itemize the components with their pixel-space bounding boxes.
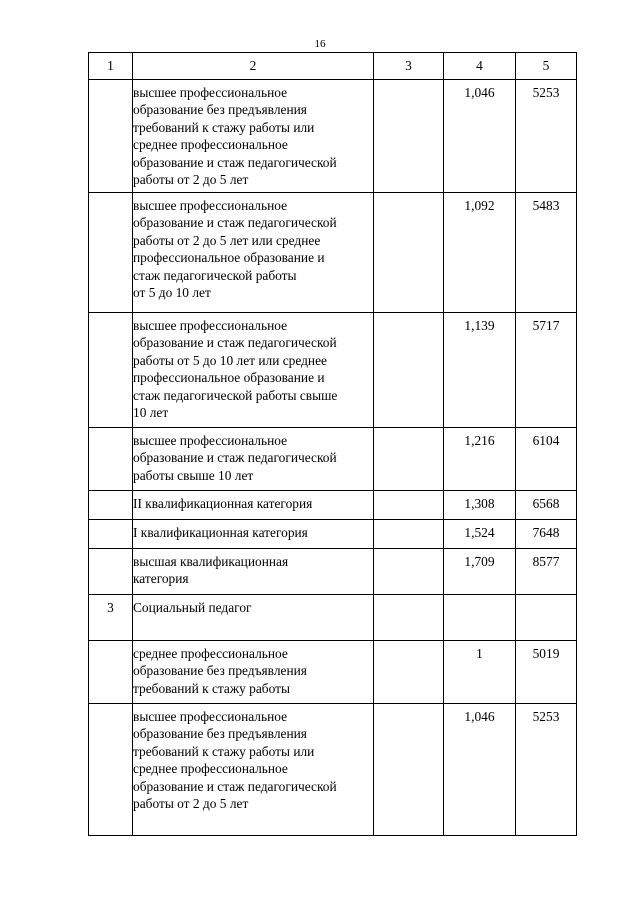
requirement-cell — [133, 428, 374, 491]
salary-cell — [516, 595, 577, 641]
row-number-cell — [89, 313, 133, 428]
salary-cell: 5717 — [516, 313, 577, 428]
table-row — [89, 428, 577, 491]
col3-cell — [374, 704, 444, 836]
requirement-cell — [133, 491, 374, 520]
requirement-cell — [133, 193, 374, 313]
table-header-row — [89, 53, 577, 80]
coefficient-cell: 1,709 — [444, 549, 516, 595]
requirement-cell — [133, 641, 374, 704]
coefficient-cell: 1,216 — [444, 428, 516, 491]
requirement-cell — [133, 80, 374, 193]
page-number: 16 — [314, 38, 326, 50]
salary-cell: 5253 — [516, 80, 577, 193]
table-row — [89, 549, 577, 595]
coefficient-cell: 1,139 — [444, 313, 516, 428]
requirement-cell — [133, 313, 374, 428]
col3-cell — [374, 428, 444, 491]
requirement-text: высшее профессиональное образование без предъявления требований к стажу работы или среднее профессиональное образование и стаж педагогической работы от 2 до 5 лет — [133, 85, 337, 188]
salary-table — [88, 52, 577, 836]
salary-cell: 6104 — [516, 428, 577, 491]
requirement-text: I квалификационная категория — [133, 525, 308, 540]
row-number-cell — [89, 641, 133, 704]
coefficient-cell: 1,046 — [444, 704, 516, 836]
col3-cell — [374, 520, 444, 549]
requirement-text: высшее профессиональное образование и стаж педагогической работы свыше 10 лет — [133, 433, 337, 483]
table-row — [89, 595, 577, 641]
requirement-text: II квалификационная категория — [133, 496, 313, 511]
table-row — [89, 704, 577, 836]
position-title-cell — [133, 595, 374, 641]
requirement-text: высшее профессиональное образование и стаж педагогической работы от 5 до 10 лет или среднее профессиональное образование и стаж педагогической работы свыше 10 лет — [133, 318, 338, 421]
header-col-5: 5 — [516, 53, 577, 80]
requirement-text: высшая квалификационная категория — [133, 554, 289, 587]
col3-cell — [374, 193, 444, 313]
col3-cell — [374, 80, 444, 193]
row-number-cell — [89, 520, 133, 549]
row-number-cell — [89, 491, 133, 520]
requirement-text: среднее профессиональное образование без предъявления требований к стажу работы — [133, 646, 307, 696]
header-col-1: 1 — [89, 53, 133, 80]
table-row — [89, 520, 577, 549]
salary-cell: 6568 — [516, 491, 577, 520]
coefficient-cell — [444, 595, 516, 641]
coefficient-cell: 1 — [444, 641, 516, 704]
col3-cell — [374, 491, 444, 520]
col3-cell — [374, 313, 444, 428]
col3-cell — [374, 595, 444, 641]
table-row — [89, 313, 577, 428]
requirement-cell — [133, 704, 374, 836]
table-row — [89, 80, 577, 193]
table-row — [89, 491, 577, 520]
row-number-cell — [89, 193, 133, 313]
coefficient-cell: 1,524 — [444, 520, 516, 549]
requirement-cell — [133, 549, 374, 595]
row-number-cell — [89, 704, 133, 836]
position-title: Социальный педагог — [133, 600, 252, 615]
coefficient-cell: 1,092 — [444, 193, 516, 313]
table-row — [89, 193, 577, 313]
header-col-2: 2 — [133, 53, 374, 80]
header-col-4: 4 — [444, 53, 516, 80]
salary-cell: 5483 — [516, 193, 577, 313]
col3-cell — [374, 549, 444, 595]
requirement-text: высшее профессиональное образование без предъявления требований к стажу работы или среднее профессиональное образование и стаж педагогической работы от 2 до 5 лет — [133, 709, 337, 812]
col3-cell — [374, 641, 444, 704]
salary-cell: 5253 — [516, 704, 577, 836]
table-row — [89, 641, 577, 704]
coefficient-cell: 1,046 — [444, 80, 516, 193]
salary-cell: 7648 — [516, 520, 577, 549]
coefficient-cell: 1,308 — [444, 491, 516, 520]
requirement-cell — [133, 520, 374, 549]
header-col-3: 3 — [374, 53, 444, 80]
row-number-cell — [89, 549, 133, 595]
row-number-cell — [89, 428, 133, 491]
row-number-cell — [89, 80, 133, 193]
requirement-text: высшее профессиональное образование и стаж педагогической работы от 2 до 5 лет или среднее профессиональное образование и стаж педагогической работы от 5 до 10 лет — [133, 198, 337, 301]
salary-cell: 8577 — [516, 549, 577, 595]
salary-cell: 5019 — [516, 641, 577, 704]
row-number-cell: 3 — [89, 595, 133, 641]
